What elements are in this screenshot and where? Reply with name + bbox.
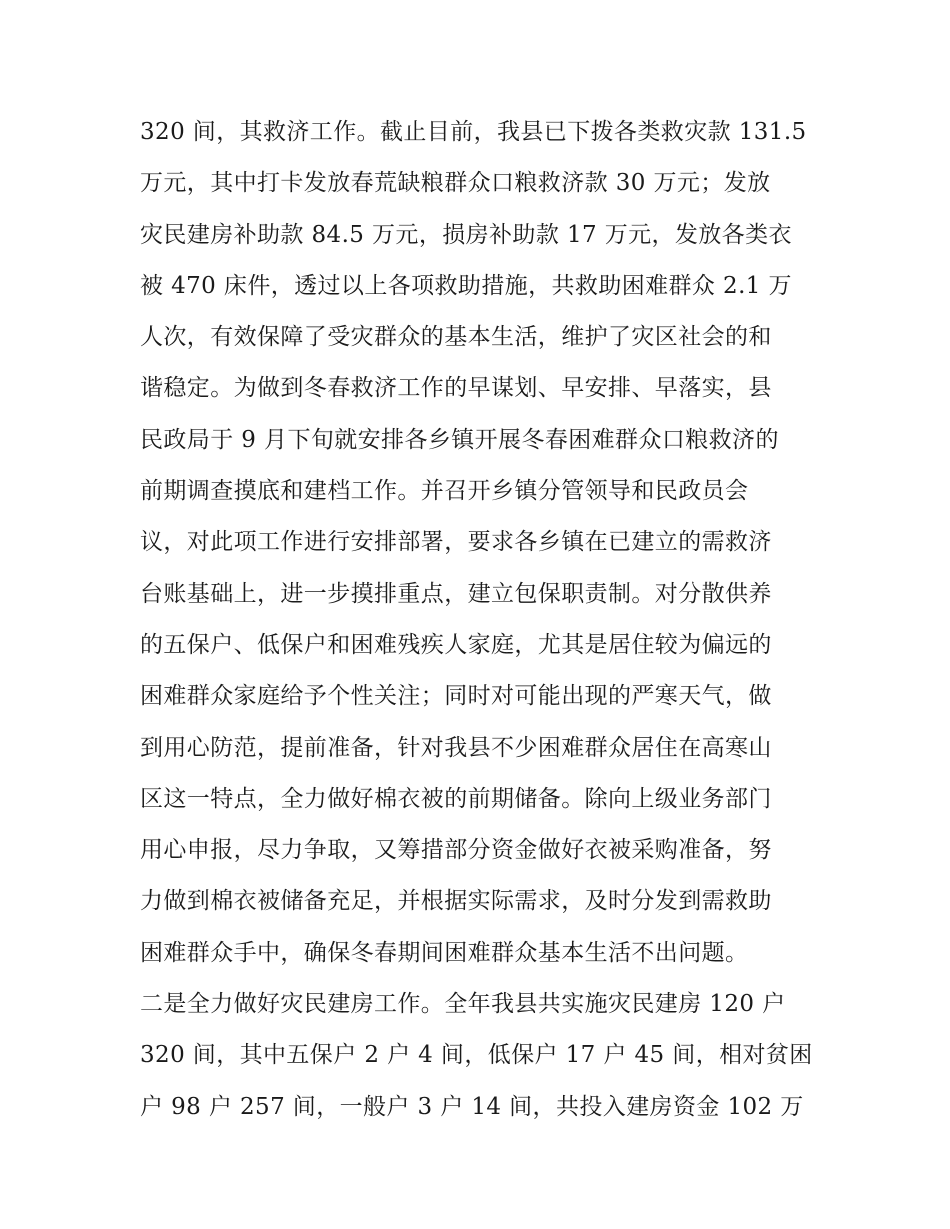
text-line: 到用心防范，提前准备，针对我县不少困难群众居住在高寒山 — [140, 734, 772, 761]
text-line: 议，对此项工作进行安排部署，要求各乡镇在已建立的需救济 — [140, 529, 772, 556]
text-line: 人次，有效保障了受灾群众的基本生活，维护了灾区社会的和 — [140, 324, 772, 351]
text-line: 320 间，其中五保户 2 户 4 间，低保户 17 户 45 间，相对贫困 — [140, 1042, 813, 1069]
text-line: 前期调查摸底和建档工作。并召开乡镇分管领导和民政员会 — [140, 478, 749, 505]
document-body — [140, 107, 830, 1133]
text-line: 被 470 床件，透过以上各项救助措施，共救助困难群众 2.1 万 — [140, 272, 792, 299]
text-line: 万元，其中打卡发放春荒缺粮群众口粮救济款 30 万元；发放 — [140, 170, 771, 197]
text-line: 困难群众手中，确保冬春期间困难群众基本生活不出问题。 — [140, 939, 749, 966]
text-line: 二是全力做好灾民建房工作。全年我县共实施灾民建房 120 户 — [140, 991, 786, 1018]
text-line: 谐稳定。为做到冬春救济工作的早谋划、早安排、早落实，县 — [140, 375, 772, 402]
text-line: 力做到棉衣被储备充足，并根据实际需求，及时分发到需救助 — [140, 888, 772, 915]
text-line: 灾民建房补助款 84.5 万元，损房补助款 17 万元，发放各类衣 — [140, 221, 792, 248]
text-line: 台账基础上，进一步摸排重点，建立包保职责制。对分散供养 — [140, 580, 772, 607]
text-line: 困难群众家庭给予个性关注；同时对可能出现的严寒天气，做 — [140, 683, 772, 710]
text-line: 户 98 户 257 间，一般户 3 户 14 间，共投入建房资金 102 万 — [140, 1093, 804, 1120]
text-line: 民政局于 9 月下旬就安排各乡镇开展冬春困难群众口粮救济的 — [140, 426, 779, 453]
text-line: 的五保户、低保户和困难残疾人家庭，尤其是居住较为偏远的 — [140, 631, 772, 658]
text-line: 用心申报，尽力争取，又筹措部分资金做好衣被采购准备，努 — [140, 837, 772, 864]
text-line: 320 间，其救济工作。截止目前，我县已下拨各类救灾款 131.5 — [140, 119, 807, 145]
text-line: 区这一特点，全力做好棉衣被的前期储备。除向上级业务部门 — [140, 785, 772, 812]
